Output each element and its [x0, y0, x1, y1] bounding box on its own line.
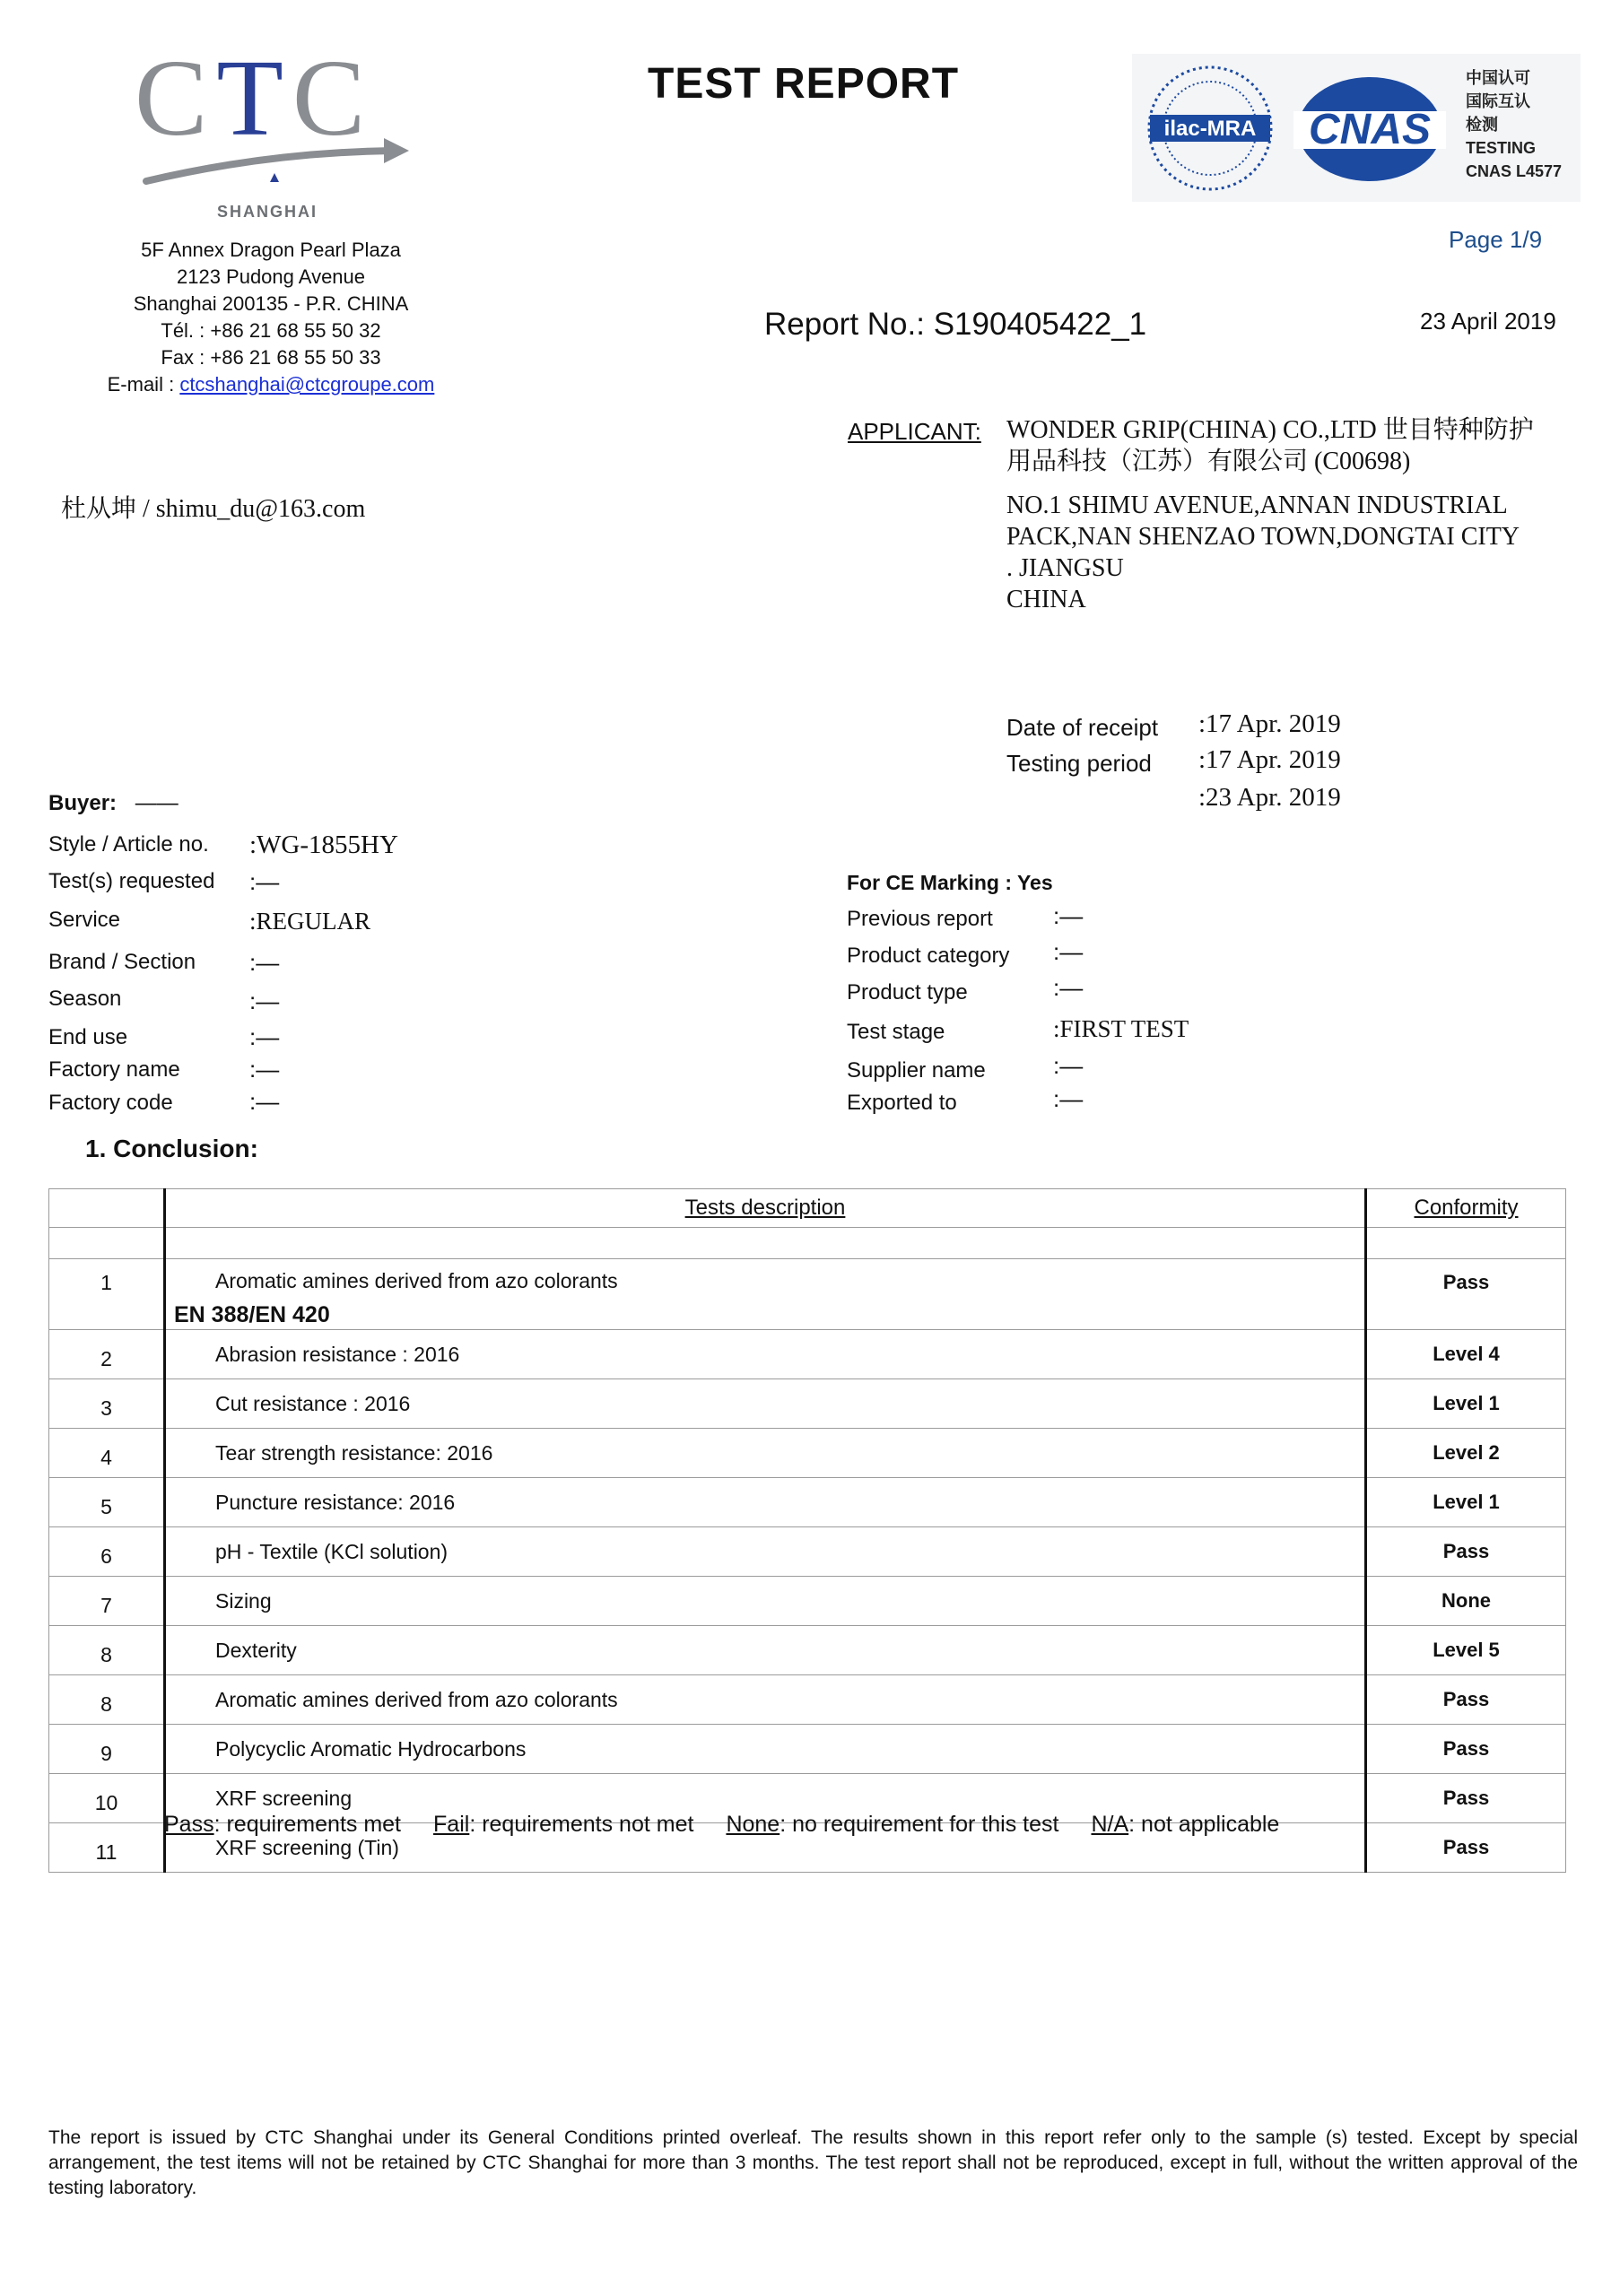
ilac-mra-seal-icon	[1143, 61, 1277, 196]
cnas-text: CNAS	[1308, 106, 1432, 153]
table-row	[49, 1259, 1566, 1330]
header-cell-description: Tests description	[165, 1189, 1366, 1228]
field-value: :FIRST TEST	[1053, 1015, 1189, 1042]
row-description: Abrasion resistance : 2016	[165, 1330, 1366, 1379]
field-value: :—	[249, 1023, 280, 1050]
accreditation-text: 中国认可 国际互认 检测 TESTING CNAS L4577	[1466, 69, 1563, 180]
field-value: :—	[1053, 938, 1084, 965]
cnas-logo-icon	[1293, 74, 1446, 186]
testing-period-label: Testing period	[1006, 750, 1152, 777]
table-row	[49, 1725, 1566, 1774]
legend-none-text: : no requirement for this test	[780, 1812, 1059, 1837]
table-row	[49, 1577, 1566, 1626]
field-label: Service	[48, 908, 121, 932]
row-result: Level 5	[1366, 1626, 1566, 1675]
field-label: Factory name	[48, 1057, 180, 1082]
row-description: XRF screening	[165, 1774, 1366, 1823]
row-result: Pass	[1442, 1271, 1490, 1293]
header-cell-no	[49, 1189, 165, 1228]
row-result: Level 1	[1366, 1478, 1566, 1527]
field-value: :—	[1053, 902, 1084, 929]
applicant-address: NO.1 SHIMU AVENUE,ANNAN INDUSTRIAL PACK,NAN SHENZAO TOWN,DONGTAI CITY . JIANGSU CHINA	[1006, 491, 1520, 613]
applicant-label: APPLICANT:	[848, 418, 981, 445]
logo-arrow-icon	[142, 135, 411, 188]
applicant-name: WONDER GRIP(CHINA) CO.,LTD 世目特种防护 用品科技（江苏）有限公司 (C00698)	[1006, 416, 1534, 475]
field-label: Brand / Section	[48, 950, 196, 974]
row-number: 7	[49, 1577, 165, 1626]
ctc-logo	[135, 38, 413, 224]
logo-subtitle: SHANGHAI	[217, 203, 318, 221]
row-result: Pass	[1366, 1527, 1566, 1577]
report-number: Report No.: S190405422_1	[764, 307, 1147, 342]
row-number: 11	[49, 1823, 165, 1873]
field-label: Product type	[847, 980, 968, 1004]
testing-period-start: :17 Apr. 2019	[1198, 745, 1341, 774]
row-result: Level 2	[1366, 1429, 1566, 1478]
row-number: 8	[49, 1626, 165, 1675]
ce-marking: For CE Marking : Yes	[847, 871, 1053, 894]
legend-fail-text: : requirements not met	[469, 1812, 694, 1837]
field-value: :—	[1053, 974, 1084, 1001]
row-result: Level 4	[1366, 1330, 1566, 1379]
field-value: :—	[249, 987, 280, 1014]
table-row	[49, 1379, 1566, 1429]
field-value: :—	[249, 949, 280, 976]
accreditation-block	[1132, 54, 1581, 202]
row-description: Sizing	[165, 1577, 1366, 1626]
table-row	[49, 1527, 1566, 1577]
standard-label: EN 388/EN 420	[174, 1302, 330, 1327]
field-value: :—	[1053, 1052, 1084, 1079]
table-row	[49, 1429, 1566, 1478]
ilac-text: ilac-MRA	[1163, 117, 1257, 141]
row-result: Pass	[1366, 1774, 1566, 1823]
row-number: 2	[49, 1330, 165, 1379]
buyer-field	[48, 791, 179, 816]
header-cell-conformity: Conformity	[1366, 1189, 1566, 1228]
row-description: XRF screening (Tin)	[165, 1823, 1366, 1873]
logo-letter: T	[216, 38, 292, 159]
field-label: Style / Article no.	[48, 832, 209, 857]
field-value: :—	[249, 1088, 280, 1115]
table-row	[49, 1626, 1566, 1675]
field-label: End use	[48, 1025, 128, 1049]
row-description: Aromatic amines derived from azo colorants	[165, 1675, 1366, 1725]
field-value: :REGULAR	[249, 908, 370, 935]
contact-person: 杜从坤 / shimu_du@163.com	[61, 495, 366, 523]
row-result: Pass	[1366, 1823, 1566, 1873]
fax-line: Fax : +86 21 68 55 50 33	[161, 346, 381, 369]
results-legend	[164, 1812, 1279, 1838]
row-description: Tear strength resistance: 2016	[165, 1429, 1366, 1478]
email-link[interactable]: ctcshanghai@ctcgroupe.com	[179, 373, 435, 396]
row-number: 6	[49, 1527, 165, 1577]
field-value: :—	[249, 1056, 280, 1083]
table-body	[49, 1330, 1566, 1873]
results-table	[48, 1188, 1566, 1873]
row-number: 9	[49, 1725, 165, 1774]
report-date: 23 April 2019	[1420, 308, 1556, 335]
legend-na-term: N/A	[1091, 1812, 1129, 1837]
table-row	[49, 1478, 1566, 1527]
address-line: Shanghai 200135 - P.R. CHINA	[133, 292, 409, 315]
row-description: Polycyclic Aromatic Hydrocarbons	[165, 1725, 1366, 1774]
field-label: Test stage	[847, 1020, 945, 1044]
phone-line: Tél. : +86 21 68 55 50 32	[161, 319, 381, 342]
field-label: Product category	[847, 944, 1010, 968]
row-number: 8	[49, 1675, 165, 1725]
conclusion-heading: 1. Conclusion:	[85, 1135, 258, 1162]
receipt-date-value: :17 Apr. 2019	[1198, 709, 1341, 738]
field-label: Factory code	[48, 1091, 173, 1115]
row-description: Cut resistance : 2016	[165, 1379, 1366, 1429]
legend-fail-term: Fail	[433, 1812, 470, 1837]
legend-pass-text: : requirements met	[213, 1812, 402, 1837]
row-number: 3	[49, 1379, 165, 1429]
table-spacer-row	[49, 1228, 1566, 1259]
buyer-label: Buyer:	[48, 791, 118, 815]
email-line: E-mail : ctcshanghai@ctcgroupe.com	[107, 373, 435, 396]
field-value: :—	[1053, 1085, 1084, 1112]
report-title: TEST REPORT	[648, 60, 960, 108]
row-number: 4	[49, 1429, 165, 1478]
buyer-value: ——	[135, 791, 179, 815]
field-value: :WG-1855HY	[249, 831, 398, 859]
field-label: Season	[48, 987, 122, 1011]
receipt-date-label: Date of receipt	[1006, 714, 1159, 741]
field-label: Previous report	[847, 907, 993, 931]
row-result: Level 1	[1366, 1379, 1566, 1429]
row-result: Pass	[1366, 1675, 1566, 1725]
row-number: 5	[49, 1478, 165, 1527]
row-number: 1	[100, 1271, 112, 1294]
disclaimer: The report is issued by CTC Shanghai under its General Conditions printed overleaf. The results shown in this report refer only to the sample (s) tested. Except by special arrangement, the test items will not be retained by CTC Shanghai for more than 3 months. The test report shall not be reproduced, except in full, without the written approval of the testing laboratory.	[48, 2127, 1578, 2198]
field-label: Test(s) requested	[48, 869, 215, 893]
table-header-row	[49, 1189, 1566, 1228]
logo-letter: C	[135, 38, 217, 159]
field-label: Supplier name	[847, 1058, 986, 1083]
row-result: Pass	[1366, 1725, 1566, 1774]
table-row	[49, 1675, 1566, 1725]
testing-period-end: :23 Apr. 2019	[1198, 783, 1341, 812]
legend-none-term: None	[726, 1812, 780, 1837]
row-description: Dexterity	[165, 1626, 1366, 1675]
field-value: :—	[249, 868, 280, 895]
row-result: None	[1366, 1577, 1566, 1626]
row-description: Puncture resistance: 2016	[165, 1478, 1366, 1527]
page-number: Page 1/9	[1449, 226, 1543, 253]
row-description: Aromatic amines derived from azo colorants	[215, 1269, 618, 1292]
address-line: 2123 Pudong Avenue	[176, 265, 366, 288]
logo-letter: C	[292, 38, 375, 159]
legend-na-text: : not applicable	[1128, 1812, 1280, 1837]
address-block	[83, 237, 459, 398]
table-row	[49, 1330, 1566, 1379]
row-description: pH - Textile (KCl solution)	[165, 1527, 1366, 1577]
field-label: Exported to	[847, 1091, 957, 1115]
address-line: 5F Annex Dragon Pearl Plaza	[141, 239, 401, 261]
legend-pass-term: Pass	[164, 1812, 214, 1837]
row-number: 10	[49, 1774, 165, 1823]
